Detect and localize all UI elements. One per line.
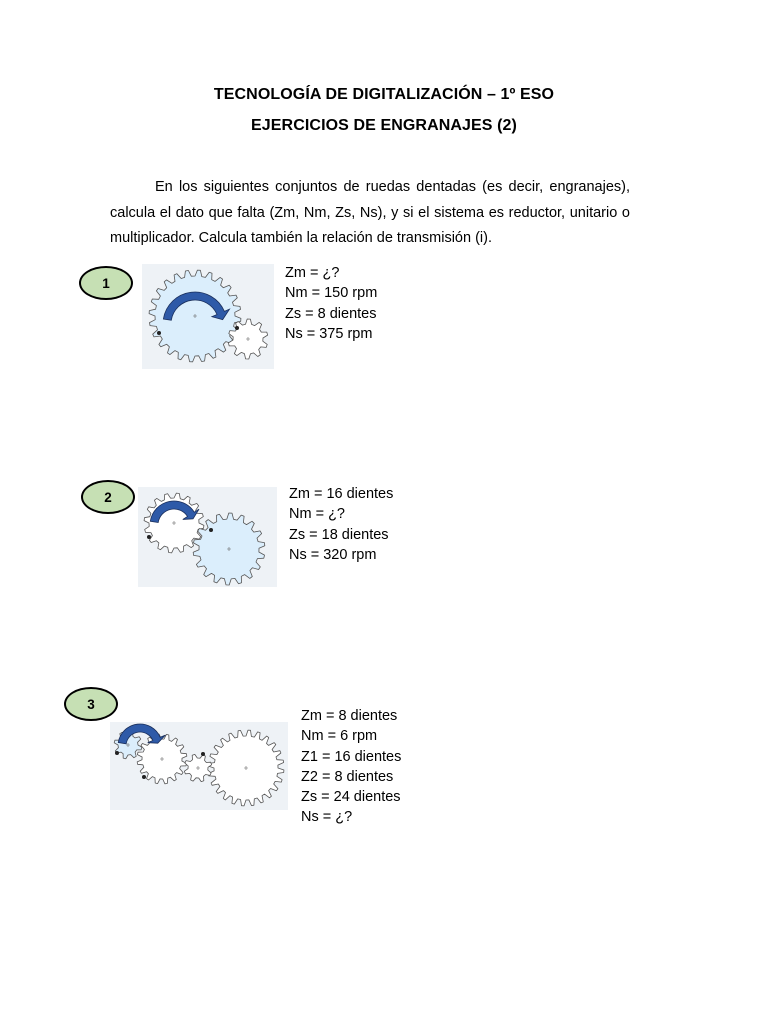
exercise-1-line: Nm = 150 rpm bbox=[285, 285, 378, 302]
gear-train-1-svg bbox=[142, 264, 274, 369]
exercise-1-line: Ns = 375 rpm bbox=[285, 325, 373, 342]
axle-dot bbox=[209, 528, 213, 532]
exercise-3-line: Z1 = 16 dientes bbox=[301, 748, 402, 765]
exercise-3-data bbox=[301, 706, 401, 828]
intro-paragraph bbox=[110, 175, 630, 252]
exercise-1-gear-diagram bbox=[142, 264, 274, 369]
exercise-3-line: Ns = ¿? bbox=[301, 809, 353, 826]
gear-train-2-svg bbox=[138, 487, 277, 587]
rotation-arrow-icon bbox=[118, 724, 165, 744]
axle-dot bbox=[115, 751, 119, 755]
intro-text: En los siguientes conjuntos de ruedas dentadas (es decir, engranajes), calcula el dato que falta (Zm, Nm, Zs, Ns), y si el sistema es reductor, unitario o multiplicador. Calcula también la relación de transmisión (i). bbox=[110, 179, 630, 246]
exercise-3-line: Z2 = 8 dientes bbox=[301, 768, 394, 785]
axle-dot bbox=[147, 535, 151, 539]
axle-dot bbox=[157, 331, 161, 335]
exercise-3-line: Zm = 8 dientes bbox=[301, 708, 398, 724]
axle-dot bbox=[142, 775, 146, 779]
exercise-3-line: Zs = 24 dientes bbox=[301, 789, 401, 806]
exercise-1-number: 1 bbox=[102, 275, 110, 291]
exercise-3-gear-diagram bbox=[110, 722, 288, 810]
exercise-2-badge bbox=[81, 480, 135, 514]
axle-dot bbox=[235, 326, 239, 330]
exercise-3-number: 3 bbox=[87, 696, 95, 712]
exercise-1-line: Zm = ¿? bbox=[285, 265, 340, 281]
page-subtitle: EJERCICIOS DE ENGRANAJES (2) bbox=[251, 117, 517, 134]
exercise-2-gear-diagram bbox=[138, 487, 277, 587]
exercise-2-line: Ns = 320 rpm bbox=[289, 546, 377, 563]
exercise-2-data bbox=[289, 484, 393, 565]
page-title: TECNOLOGÍA DE DIGITALIZACIÓN – 1º ESO bbox=[213, 86, 555, 103]
exercise-1-line: Zs = 8 dientes bbox=[285, 305, 377, 322]
axle-dot bbox=[201, 752, 205, 756]
exercise-1-badge bbox=[79, 266, 133, 300]
exercise-3-badge bbox=[64, 687, 118, 721]
exercise-2-line: Nm = ¿? bbox=[289, 506, 345, 523]
exercise-2-number: 2 bbox=[104, 489, 112, 505]
exercise-3-line: Nm = 6 rpm bbox=[301, 728, 378, 745]
exercise-2-line: Zm = 16 dientes bbox=[289, 486, 394, 502]
gear-train-3-svg bbox=[110, 722, 288, 810]
exercise-1-data bbox=[285, 263, 377, 344]
exercise-2-line: Zs = 18 dientes bbox=[289, 526, 389, 543]
